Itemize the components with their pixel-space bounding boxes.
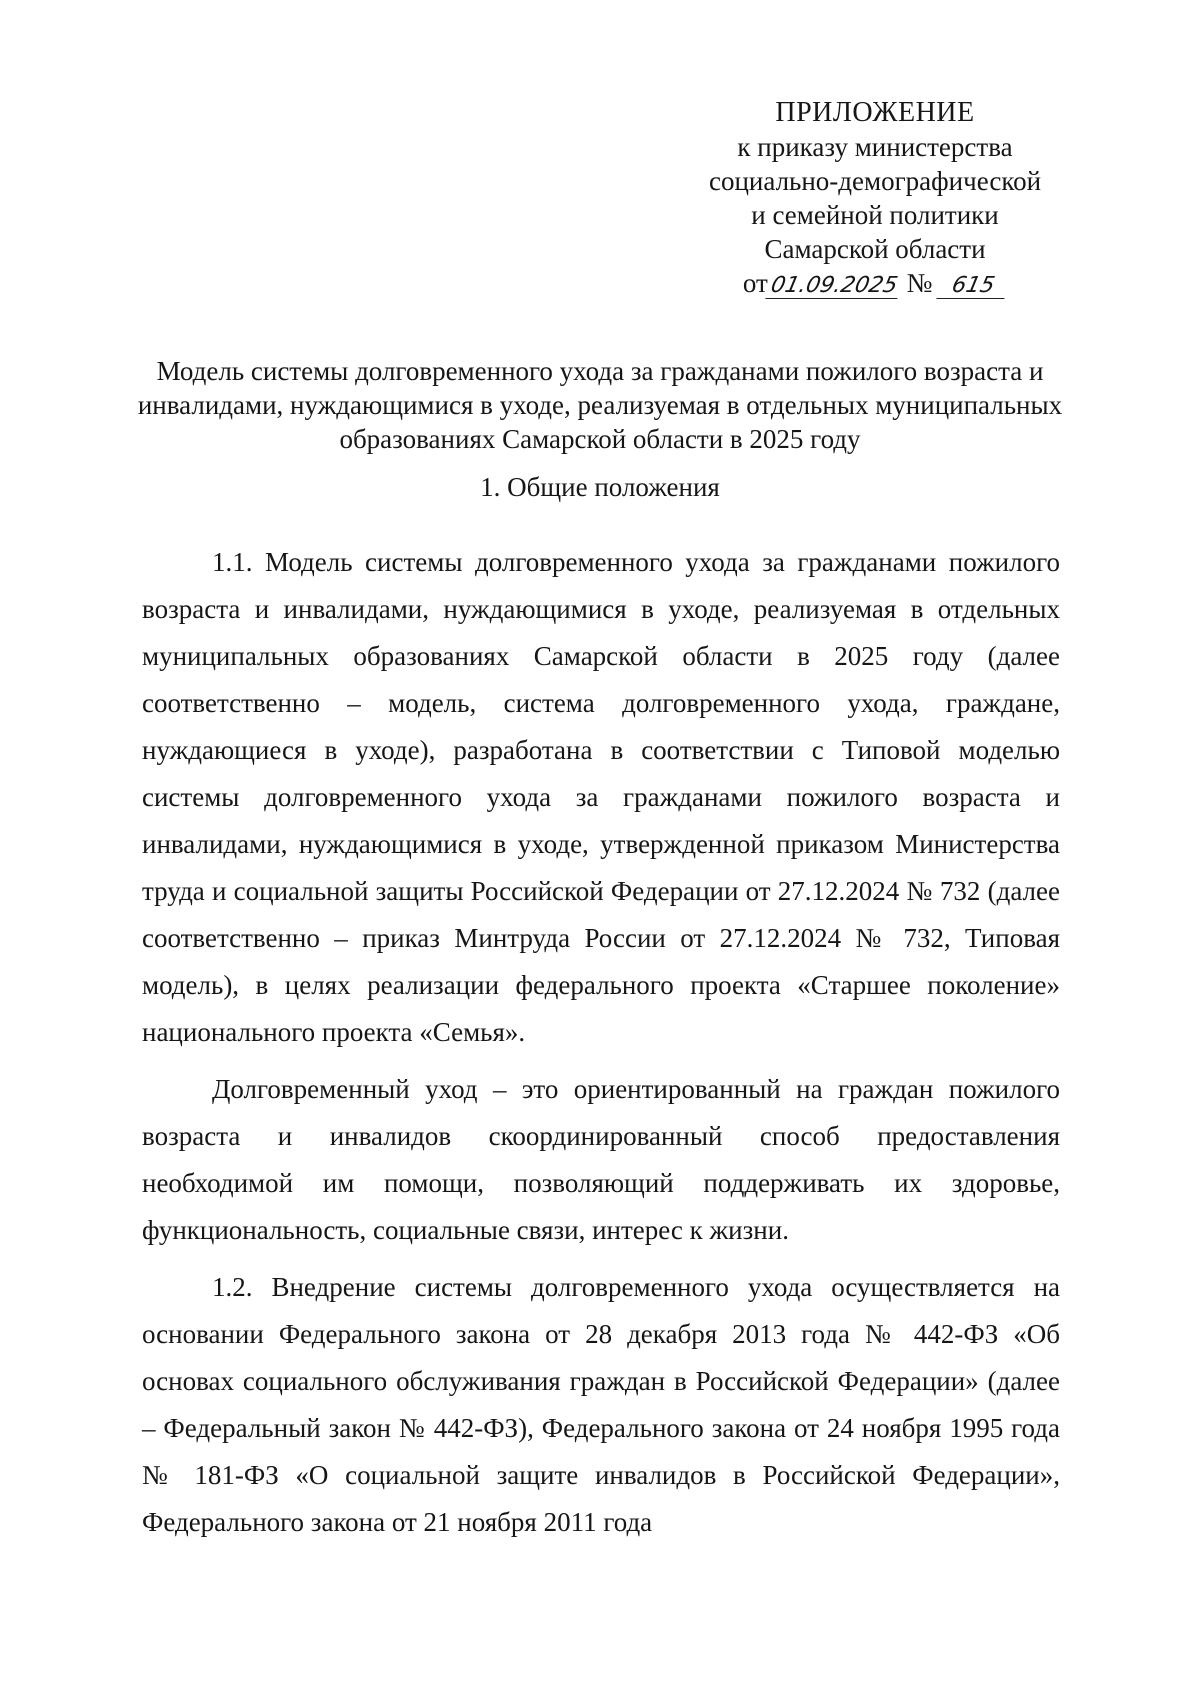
document-body xyxy=(142,539,1060,1556)
order-number-label: № xyxy=(906,268,933,298)
appendix-line: Самарской области xyxy=(764,234,986,264)
appendix-line: к приказу министерства xyxy=(737,132,1013,162)
order-prefix: от xyxy=(742,268,768,298)
appendix-heading: ПРИЛОЖЕНИЕ xyxy=(775,97,975,128)
appendix-line: и семейной политики xyxy=(751,200,999,230)
appendix-block xyxy=(705,96,1045,300)
paragraph: Долговременный уход – это ориентированный на граждан пожилого возраста и инвалидов скоординированный способ предоставления необходимой им помощи, позволяющий поддерживать их здоровье, функциональность, социальные связи, интерес к жизни. xyxy=(142,1074,1060,1245)
section-heading: 1. Общие положения xyxy=(480,472,720,502)
order-number-handwritten: 615 xyxy=(936,274,1009,299)
order-date-handwritten: 01.09.2025 xyxy=(765,274,902,299)
paragraph: 1.2. Внедрение системы долговременного ухода осуществляется на основании Федерального закона от 28 декабря 2013 года № 442-ФЗ «Об основах социального обслуживания граждан в Российской Федерации» (далее – Федеральный закон № 442-ФЗ), Федерального закона от 24 ноября 1995 года № 181-ФЗ «О социальной защите инвалидов в Российской Федерации», Федерального закона от 21 ноября 2011 года xyxy=(142,1272,1060,1537)
document-title: Модель системы долговременного ухода за гражданами пожилого возраста и инвалидами, нуждающимися в уходе, реализуемая в отдельных муниципальных образованиях Самарской области в 2025 году xyxy=(137,356,1063,454)
order-reference xyxy=(743,266,1007,300)
appendix-line: социально-демографической xyxy=(708,166,1042,196)
paragraph: 1.1. Модель системы долговременного ухода за гражданами пожилого возраста и инвалидами, нуждающимися в уходе, реализуемая в отдельных муниципальных образованиях Самарской области в 2025 году (далее соответственно – модель, система долговременного ухода, граждане, нуждающиеся в уходе), разработана в соответствии с Типовой моделью системы долговременного ухода за гражданами пожилого возраста и инвалидами, нуждающимися в уходе, утвержденной приказом Министерства труда и социальной защиты Российской Федерации от 27.12.2024 № 732 (далее соответственно – приказ Минтруда России от 27.12.2024 № 732, Типовая модель), в целях реализации федерального проекта «Старшее поколение» национального проекта «Семья». xyxy=(142,547,1060,1047)
